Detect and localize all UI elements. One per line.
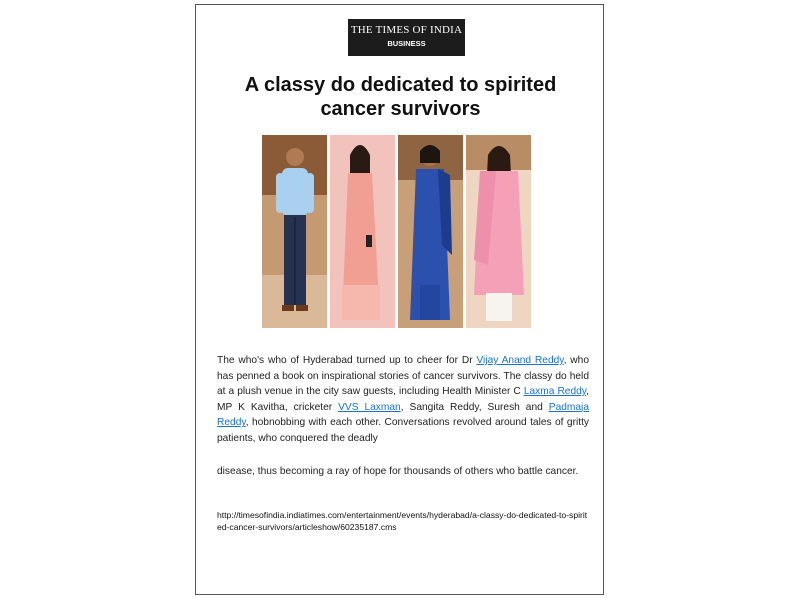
photo-person-4: [466, 135, 531, 328]
body-text-5: , hobnobbing with each other. Conversations revolved around tales of gritty patients, who conquered the deadly: [217, 417, 589, 444]
newspaper-masthead: [348, 19, 465, 56]
photo-person-1: [262, 135, 327, 328]
article-continuation: disease, thus becoming a ray of hope for thousands of others who battle cancer.: [217, 466, 579, 477]
photo-person-2: [330, 135, 395, 328]
body-text-4: , Sangita Reddy, Suresh and: [400, 401, 549, 413]
photo-woman-pink-dupatta: [466, 135, 531, 328]
link-vijay-anand-reddy[interactable]: Vijay Anand Reddy: [476, 355, 564, 366]
article-headline: A classy do dedicated to spirited cancer survivors: [244, 74, 557, 120]
article-page: [195, 4, 604, 595]
photo-vvs-laxman: [262, 135, 327, 328]
body-text-1: The who's who of Hyderabad turned up to cheer for Dr: [217, 355, 477, 366]
photo-person-3: [398, 135, 463, 328]
photo-strip: [262, 135, 531, 328]
body-text-2: , who has penned a book on inspirational stories of cancer survivors. The classy do held at a plush venue in the city saw guests, including Health Minister C: [217, 355, 589, 398]
photo-woman-blue: [398, 135, 463, 328]
article-body: [217, 353, 589, 447]
masthead-section: BUSINESS: [387, 39, 426, 48]
source-url: http://timesofindia.indiatimes.com/entertainment/events/hyderabad/a-classy-do-dedicated-to-spirited-cancer-survivors/articleshow/60235187.cms: [217, 510, 588, 532]
link-laxma-reddy[interactable]: Laxma Reddy: [523, 386, 587, 398]
body-text-3: , MP K Kavitha, cricketer: [217, 386, 589, 413]
photo-woman-pink: [330, 135, 395, 328]
link-padmaja-reddy[interactable]: Padmaja Reddy: [217, 401, 589, 429]
masthead-title: THE TIMES OF INDIA: [350, 24, 463, 36]
link-vvs-laxman[interactable]: VVS Laxman: [338, 401, 401, 413]
